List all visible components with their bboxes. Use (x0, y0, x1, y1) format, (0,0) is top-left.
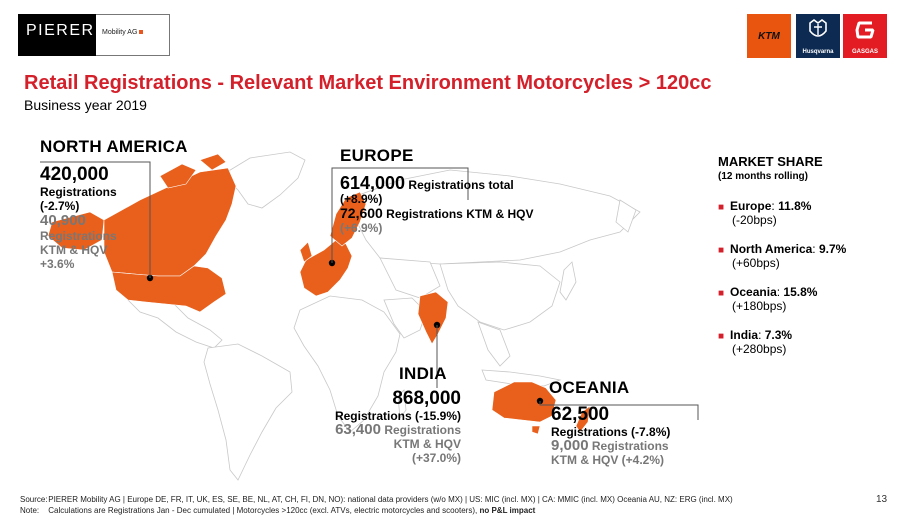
market-share-value: 11.8% (778, 199, 812, 213)
oceania-label: OCEANIA (549, 378, 630, 397)
market-share-change: (+180bps) (732, 299, 787, 313)
australia-shape (492, 382, 556, 422)
india-ktm-change: (+37.0%) (411, 451, 461, 465)
india-total: 868,000 (392, 388, 461, 409)
north-america-total-label: Registrations (40, 185, 117, 199)
bullet-icon: ■ (718, 245, 725, 256)
india-ktm-label-2: KTM & HQV (393, 437, 461, 451)
india-ktm-label-1: Registrations (384, 423, 461, 437)
india-label: INDIA (399, 364, 447, 383)
north-america-label: NORTH AMERICA (40, 137, 188, 156)
market-share-change: (-20bps) (732, 213, 777, 227)
market-share-item-india: ■ India: 7.3% (+280bps) (718, 328, 793, 356)
market-share-change: (+60bps) (732, 256, 780, 270)
europe-ktm-total: 72,600 (340, 205, 383, 221)
oceania-ktm-label-2: KTM & HQV (+4.2%) (551, 453, 665, 467)
page-subtitle: Business year 2019 (24, 97, 147, 113)
note-bold-text: no P&L impact (479, 506, 536, 515)
north-america-ktm-label-2: KTM & HQV (40, 243, 108, 257)
europe-ktm-change: (+6.9%) (340, 221, 383, 235)
oceania-total: 62,500 (551, 404, 610, 425)
north-america-total-change: (-2.7%) (40, 199, 80, 213)
market-share-value: 7.3% (764, 328, 793, 342)
market-share-subtitle: (12 months rolling) (718, 171, 808, 182)
market-share-change: (+280bps) (732, 342, 787, 356)
north-america-ktm-total: 40,900 (40, 212, 86, 229)
europe-total: 614,000 (340, 173, 406, 193)
market-share-region: Oceania (730, 285, 777, 299)
market-share-value: 9.7% (818, 242, 847, 256)
market-share-title: MARKET SHARE (718, 154, 823, 169)
oceania-ktm-total: 9,000 (551, 437, 589, 454)
market-share-item-north-america: ■ North America: 9.7% (+60bps) (718, 242, 847, 270)
market-share-value: 15.8% (783, 285, 818, 299)
north-america-ktm-label-1: Registrations (40, 229, 117, 243)
europe-total-change: (+8.9%) (340, 192, 383, 206)
note-text: Calculations are Registrations Jan - Dec cumulated | Motorcycles >120cc (excl. ATVs, electric motorcycles and scooters), (48, 506, 478, 515)
oceania-total-label: Registrations (-7.8%) (551, 425, 671, 439)
market-share-region: Europe (730, 199, 772, 213)
india-ktm-total: 63,400 (335, 421, 381, 438)
source-text: PIERER Mobility AG | Europe DE, FR, IT, UK, ES, SE, BE, NL, AT, CH, FI, DN, NO): national data providers (w/o MX) | US: MIC (incl. MX) | CA: MMIC (incl. MX) Oceania AU, NZ: ERG (incl. MX) (48, 495, 733, 504)
bullet-icon: ■ (718, 202, 725, 213)
bullet-icon: ■ (718, 331, 725, 342)
pierer-logo-text: PIERER (26, 22, 95, 39)
europe-stats (340, 173, 534, 235)
page-number: 13 (876, 494, 888, 505)
market-share-item-europe: ■ Europe: 11.8% (-20bps) (718, 199, 812, 227)
source-label: Source: (20, 495, 48, 504)
gasgas-logo-text: GASGAS (851, 49, 878, 55)
market-share-region: India (730, 328, 759, 342)
page-title: Retail Registrations - Relevant Market Environment Motorcycles > 120cc (24, 72, 712, 94)
ktm-logo-text: KTM (758, 31, 780, 42)
europe-total-label: Registrations total (408, 178, 514, 192)
europe-label: EUROPE (340, 146, 414, 165)
husqvarna-logo-text: Husqvarna (802, 49, 834, 55)
mobility-ag-text: Mobility AG (102, 29, 138, 36)
market-share-item-oceania: ■ Oceania: 15.8% (+180bps) (718, 285, 818, 313)
north-america-stats (40, 165, 158, 271)
oceania-ktm-label-1: Registrations (591, 439, 669, 453)
market-share-region: North America (730, 242, 813, 256)
bullet-icon: ■ (718, 288, 725, 299)
north-america-ktm-change: +3.6% (40, 257, 75, 271)
north-america-total: 420,000 (40, 164, 109, 185)
footer-notes (20, 494, 733, 516)
oceania-stats (551, 405, 670, 467)
india-shape (418, 292, 448, 344)
india-stats (300, 389, 461, 465)
europe-ktm-label: Registrations KTM & HQV (386, 207, 534, 221)
note-label: Note: (20, 506, 40, 515)
india-total-label: Registrations (-15.9%) (334, 409, 461, 423)
